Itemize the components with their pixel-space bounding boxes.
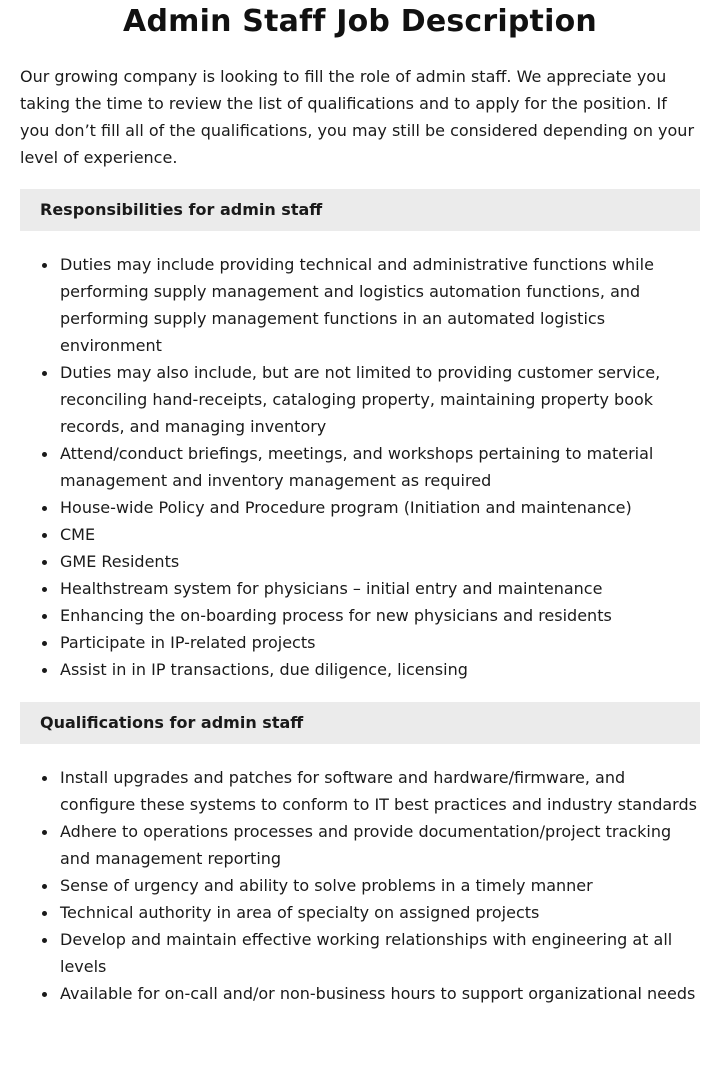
list-item-text: House-wide Policy and Procedure program (Initiation and maintenance) [60,498,632,517]
bullet-icon [42,614,47,619]
list-item [60,548,700,575]
bullet-icon [42,533,47,538]
list-item [60,521,700,548]
page-title: Admin Staff Job Description [123,4,597,39]
list-item [60,872,700,899]
qualifications-list [20,764,700,1007]
bullet-icon [42,263,47,268]
list-item-text: Sense of urgency and ability to solve problems in a timely manner [60,876,593,895]
list-item [60,899,700,926]
responsibilities-list [20,251,700,683]
list-item-text: Develop and maintain effective working relationships with engineering at all levels [60,930,673,976]
intro-paragraph: Our growing company is looking to fill the role of admin staff. We appreciate you taking the time to review the list of qualifications and to apply for the position. If you don’t fill all of the qualifications, you may still be considered depending on your level of experience. [20,67,695,167]
list-item [60,629,700,656]
bullet-icon [42,884,47,889]
list-item [60,251,700,359]
responsibilities-heading: Responsibilities for admin staff [20,189,700,231]
bullet-icon [42,560,47,565]
qualifications-heading: Qualifications for admin staff [20,702,700,744]
bullet-icon [42,641,47,646]
list-item [60,818,700,872]
list-item [60,575,700,602]
list-item-text: Duties may include providing technical and administrative functions while performing supply management and logistics automation functions, and performing supply management functions in an automated logistics environment [60,255,654,355]
list-item [60,980,700,1007]
list-item-text: Install upgrades and patches for software and hardware/firmware, and configure these systems to conform to IT best practices and industry standards [60,768,697,814]
bullet-icon [42,911,47,916]
list-item-text: Participate in IP-related projects [60,633,316,652]
list-item [60,494,700,521]
list-item-text: Technical authority in area of specialty on assigned projects [60,903,540,922]
bullet-icon [42,668,47,673]
list-item [60,440,700,494]
bullet-icon [42,506,47,511]
list-item-text: Enhancing the on-boarding process for new physicians and residents [60,606,612,625]
list-item-text: Available for on-call and/or non-business hours to support organizational needs [60,984,696,1003]
list-item-text: Adhere to operations processes and provide documentation/project tracking and management reporting [60,822,672,868]
list-item-text: Duties may also include, but are not limited to providing customer service, reconciling hand-receipts, cataloging property, maintaining property book records, and managing inventory [60,363,661,436]
list-item [60,359,700,440]
list-item [60,764,700,818]
list-item [60,602,700,629]
list-item-text: Attend/conduct briefings, meetings, and workshops pertaining to material management and inventory management as required [60,444,654,490]
bullet-icon [42,371,47,376]
list-item-text: GME Residents [60,552,180,571]
bullet-icon [42,830,47,835]
bullet-icon [42,938,47,943]
list-item-text: Assist in in IP transactions, due diligence, licensing [60,660,468,679]
bullet-icon [42,776,47,781]
bullet-icon [42,452,47,457]
list-item [60,926,700,980]
list-item [60,656,700,683]
bullet-icon [42,587,47,592]
list-item-text: CME [60,525,96,544]
list-item-text: Healthstream system for physicians – initial entry and maintenance [60,579,603,598]
bullet-icon [42,992,47,997]
